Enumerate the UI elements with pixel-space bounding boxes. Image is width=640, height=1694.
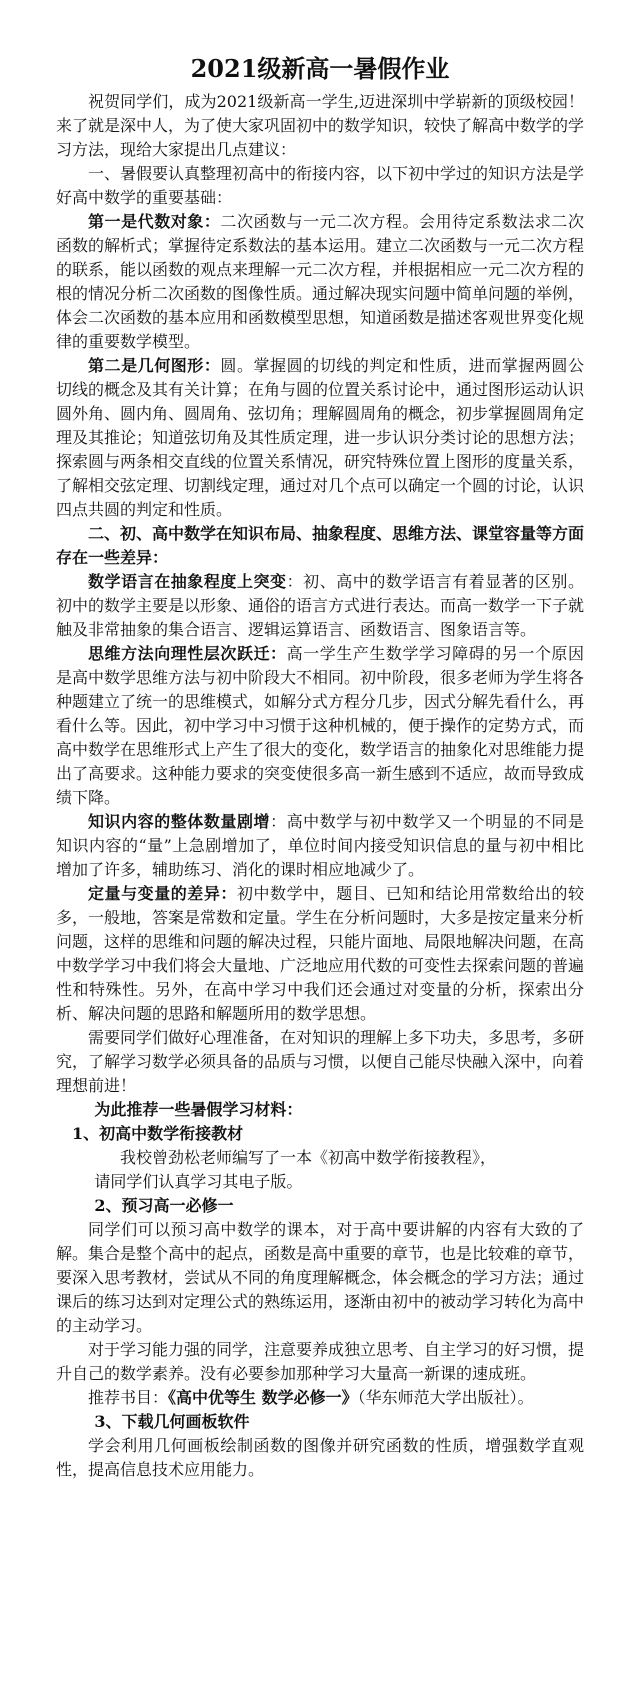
content-label: 知识内容的整体数量剧增 <box>88 812 271 831</box>
book-publisher: （华东师范大学出版社）。 <box>357 1388 534 1407</box>
geometry-label: 第二是几何图形： <box>88 356 221 375</box>
geometry-text: 圆。掌握圆的切线的判定和性质，进而掌握两圆公切线的概念及其有关计算；在角与圆的位置关系讨论中，通过图形运动认识圆外角、圆内角、圆周角、弦切角；理解圆周角的概念，初步掌握圆周角定理及其推论；知道弦切角及其性质定理，进一步认识分类讨论的思想方法；探索圆与两条相交直线的位置关系情况，研究特殊位置上图形的度量关系，了解相交弦定理、切割线定理，通过对几个点可以确定一个圆的讨论，认识四点共圆的判定和性质。 <box>56 356 585 519</box>
material2-heading-text: 2、预习高一必修一 <box>94 1196 234 1215</box>
material2-heading <box>56 1194 584 1218</box>
material2-paragraph1: 同学们可以预习高中数学的课本，对于高中要讲解的内容有大致的了解。集合是整个高中的起点，函数是高中重要的章节，也是比较难的章节，要深入思考教材，尝试从不同的角度理解概念，体会概念的学习方法；通过课后的练习达到对定理公式的熟练运用，逐渐由初中的被动学习转化为高中的主动学习。 <box>56 1220 585 1335</box>
material1-text-a: 我校曾劲松老师编写了一本《初高中数学衔接教程》， <box>120 1148 497 1167</box>
variable-paragraph <box>56 882 584 1026</box>
algebra-label: 第一是代数对象： <box>88 212 221 231</box>
materials-heading <box>56 1098 584 1122</box>
book-title: 《高中优等生 数学必修一》 <box>168 1388 358 1407</box>
material1-text-b: 请同学们认真学习其电子版。 <box>94 1172 303 1191</box>
content-text: ：高中数学与初中数学又一个明显的不同是知识内容的“量”上急剧增加了，单位时间内接受知识信息的量与初中相比增加了许多，辅助练习、消化的课时相应地减少了。 <box>56 812 584 879</box>
section2-heading-text: 二、初、高中数学在知识布局、抽象程度、思维方法、课堂容量等方面存在一些差异： <box>56 524 585 567</box>
material1-heading-text: 1、初高中数学衔接教材 <box>72 1124 244 1143</box>
preparation-paragraph: 需要同学们做好心理准备，在对知识的理解上多下功夫，多思考，多研究，了解学习数学必须具备的品质与习惯，以便自己能尽快融入深中，向着理想前进！ <box>56 1028 585 1095</box>
section1-heading: 一、暑假要认真整理初高中的衔接内容，以下初中学过的知识方法是学好高中数学的重要基础： <box>56 164 585 207</box>
language-paragraph <box>56 570 584 642</box>
geometry-paragraph <box>56 354 584 522</box>
material3-heading <box>56 1410 584 1434</box>
material3-paragraph: 学会利用几何画板绘制函数的图像并研究函数的性质，增强数学直观性，提高信息技术应用能力。 <box>56 1436 584 1479</box>
intro-paragraph: 祝贺同学们，成为2021级新高一学生,迈进深圳中学崭新的顶级校园！来了就是深中人，为了使大家巩固初中的数学知识，较快了解高中数学的学习方法，现给大家提出几点建议： <box>56 92 585 159</box>
algebra-paragraph <box>56 210 584 354</box>
thinking-label: 思维方法向理性层次跃迁： <box>88 644 287 663</box>
thinking-text: 高一学生产生数学学习障碍的另一个原因是高中数学思维方法与初中阶段大不相同。初中阶段，很多老师为学生将各种题建立了统一的思维模式，如解分式方程分几步，因式分解先看什么，再看什么等。因此，初中学习中习惯于这种机械的，便于操作的定势方式，而高中数学在思维形式上产生了很大的变化，数学语言的抽象化对思维能力提出了高要求。这种能力要求的突变使很多高一新生感到不适应，故而导致成绩下降。 <box>56 644 585 807</box>
document-title: 2021级新高一暑假作业 <box>190 54 450 83</box>
material2-paragraph2: 对于学习能力强的同学，注意要养成独立思考、自主学习的好习惯，提升自己的数学素养。没有必要参加那种学习大量高一新课的速成班。 <box>56 1340 585 1383</box>
thinking-paragraph <box>56 642 584 810</box>
language-label: 数学语言在抽象程度上突变 <box>88 572 287 591</box>
book-prefix: 推荐书目： <box>88 1388 169 1407</box>
section2-heading <box>56 522 584 570</box>
content-paragraph <box>56 810 584 882</box>
algebra-text: 二次函数与一元二次方程。会用待定系数法求二次函数的解析式；掌握待定系数法的基本运用。建立二次函数与一元二次方程的联系，能以函数的观点来理解一元二次方程，并根据相应一元二次方程的根的情况分析二次函数的图像性质。通过解决现实问题中简单问题的举例，体会二次函数的基本应用和函数模型思想，知道函数是描述客观世界变化规律的重要数学模型。 <box>56 212 585 351</box>
language-text: ：初、高中的数学语言有着显著的区别。初中的数学主要是以形象、通俗的语言方式进行表达。而高一数学一下子就触及非常抽象的集合语言、逻辑运算语言、函数语言、图象语言等。 <box>56 572 585 639</box>
variable-label: 定量与变量的差异： <box>88 884 237 903</box>
material3-heading-text: 3、下载几何画板软件 <box>94 1412 250 1431</box>
material1-heading <box>56 1122 584 1146</box>
variable-text: 初中数学中，题目、已知和结论用常数给出的较多，一般地，答案是常数和定量。学生在分析问题时，大多是按定量来分析问题，这样的思维和问题的解决过程，只能片面地、局限地解决问题，在高中数学学习中我们将会大量地、广泛地应用代数的可变性去探索问题的普遍性和特殊性。另外，在高中学习中我们还会通过对变量的分析，探索出分析、解决问题的思路和解题所用的数学思想。 <box>56 884 585 1023</box>
materials-heading-text: 为此推荐一些暑假学习材料： <box>94 1100 303 1119</box>
book-recommendation <box>56 1386 584 1410</box>
